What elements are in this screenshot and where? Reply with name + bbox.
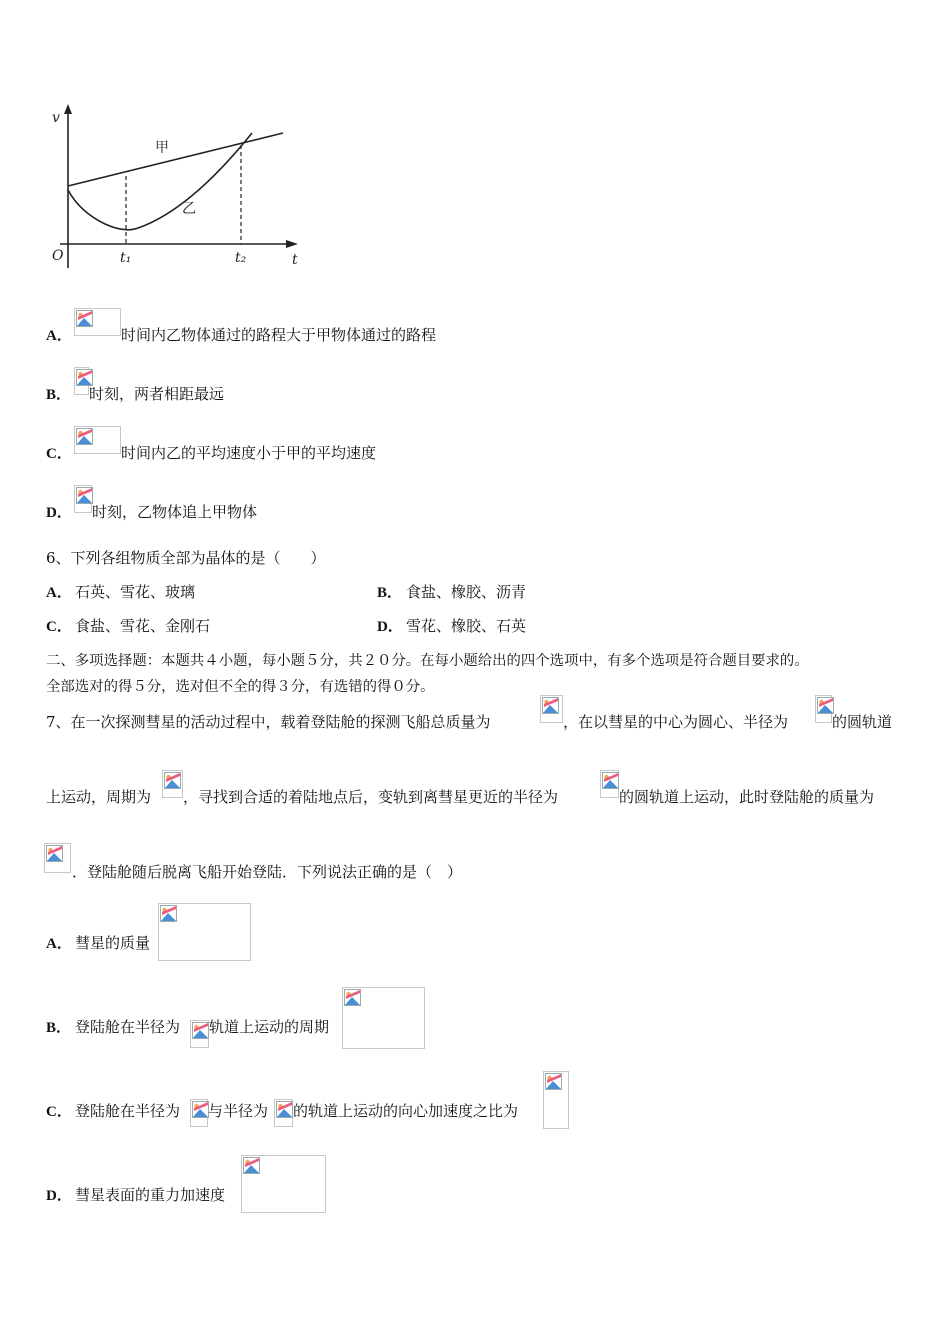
- broken-image-icon: [46, 845, 63, 862]
- broken-image-icon: [344, 989, 361, 1006]
- formula-image: [342, 987, 425, 1049]
- broken-image-icon: [160, 905, 177, 922]
- formula-image: [158, 903, 251, 961]
- q7-option-c-letter: C．: [46, 1104, 72, 1120]
- q7-option-c-text2: 与半径为: [208, 1102, 269, 1120]
- formula-image: [815, 695, 832, 723]
- section2-line2: 全部选对的得５分，选对但不全的得３分，有选错的得０分。: [46, 679, 435, 695]
- formula-image: [190, 1020, 209, 1048]
- q7-stem-l1b: ，在以彗星的中心为圆心、半径为: [563, 713, 789, 731]
- formula-image: [190, 1099, 208, 1127]
- q7-option-d-text: 彗星表面的重力加速度: [75, 1186, 226, 1204]
- q5-option-b-letter: B．: [46, 387, 72, 403]
- formula-image: [74, 426, 121, 454]
- q6-option-c-letter: C．: [46, 619, 72, 635]
- q7-option-b-letter: B．: [46, 1020, 72, 1036]
- formula-image: [274, 1099, 293, 1127]
- q6-option-c-text: 食盐、雪花、金刚石: [75, 617, 211, 635]
- q5-option-d-letter: D．: [46, 505, 72, 521]
- formula-image: [74, 485, 92, 513]
- formula-image: [74, 367, 89, 395]
- q6-option-a-letter: A．: [46, 585, 72, 601]
- t-axis-arrow: [286, 240, 298, 248]
- velocity-time-graph: [40, 100, 310, 275]
- q7-option-b-text2: 轨道上运动的周期: [209, 1018, 330, 1036]
- formula-image: [44, 843, 71, 873]
- q5-option-a-letter: A．: [46, 328, 72, 344]
- q5-option-a-text: 时间内乙物体通过的路程大于甲物体通过的路程: [121, 326, 437, 344]
- section2-line1: 二、多项选择题：本题共４小题，每小题５分，共２０分。在每小题给出的四个选项中，有多个选项是符合题目要求的。: [46, 653, 809, 669]
- jia-line: [68, 133, 283, 186]
- broken-image-icon: [76, 310, 93, 327]
- formula-image: [241, 1155, 326, 1213]
- broken-image-icon: [192, 1101, 209, 1118]
- q7-option-c-text1: 登陆舱在半径为: [75, 1102, 181, 1120]
- q7-option-a-text: 彗星的质量: [75, 934, 151, 952]
- q7-stem-l1c: 的圆轨道: [832, 713, 893, 731]
- q5-option-b-text: 时刻，两者相距最远: [89, 385, 225, 403]
- formula-image: [74, 308, 121, 336]
- q7-stem-l2c: 的圆轨道上运动，此时登陆舱的质量为: [619, 788, 875, 806]
- q6-option-d-letter: D．: [377, 619, 403, 635]
- formula-image: [540, 695, 563, 723]
- broken-image-icon: [76, 428, 93, 445]
- formula-image: [543, 1071, 569, 1129]
- t-label: t: [292, 252, 298, 268]
- broken-image-icon: [602, 772, 619, 789]
- broken-image-icon: [276, 1101, 293, 1118]
- broken-image-icon: [545, 1073, 562, 1090]
- q6-option-b-text: 食盐、橡胶、沥青: [406, 583, 527, 601]
- q6-option-b-letter: B．: [377, 585, 403, 601]
- q7-option-c-text3: 的轨道上运动的向心加速度之比为: [293, 1102, 519, 1120]
- t1-label: t₁: [120, 250, 132, 266]
- q6-option-a-text: 石英、雪花、玻璃: [75, 583, 196, 601]
- q5-option-c-text: 时间内乙的平均速度小于甲的平均速度: [121, 444, 377, 462]
- jia-label: 甲: [155, 140, 169, 156]
- q6-stem: 6、下列各组物质全部为晶体的是（ ）: [46, 549, 326, 567]
- q7-stem-l2b: ，寻找到合适的着陆地点后，变轨到离彗星更近的半径为: [183, 788, 559, 806]
- broken-image-icon: [243, 1157, 260, 1174]
- broken-image-icon: [192, 1022, 209, 1039]
- broken-image-icon: [76, 487, 93, 504]
- q5-option-d-text: 时刻，乙物体追上甲物体: [92, 503, 258, 521]
- v-axis-arrow: [64, 104, 72, 114]
- q7-stem-l2a: 上运动，周期为: [46, 788, 152, 806]
- q5-option-c-letter: C．: [46, 446, 72, 462]
- q7-option-b-text1: 登陆舱在半径为: [75, 1018, 181, 1036]
- q7-option-d-letter: D．: [46, 1188, 72, 1204]
- q6-option-d-text: 雪花、橡胶、石英: [406, 617, 527, 635]
- yi-label: 乙: [182, 201, 196, 217]
- origin-label: O: [52, 248, 64, 264]
- broken-image-icon: [164, 772, 181, 789]
- formula-image: [600, 770, 619, 798]
- formula-image: [162, 770, 183, 798]
- q7-stem-l1a: 7、在一次探测彗星的活动过程中，载着登陆舱的探测飞船总质量为: [46, 713, 491, 731]
- broken-image-icon: [542, 697, 559, 714]
- t2-label: t₂: [235, 250, 247, 266]
- q7-option-a-letter: A．: [46, 936, 72, 952]
- v-label: v: [52, 110, 60, 126]
- q7-stem-l3: ．登陆舱随后脱离飞船开始登陆．下列说法正确的是（ ）: [72, 863, 463, 881]
